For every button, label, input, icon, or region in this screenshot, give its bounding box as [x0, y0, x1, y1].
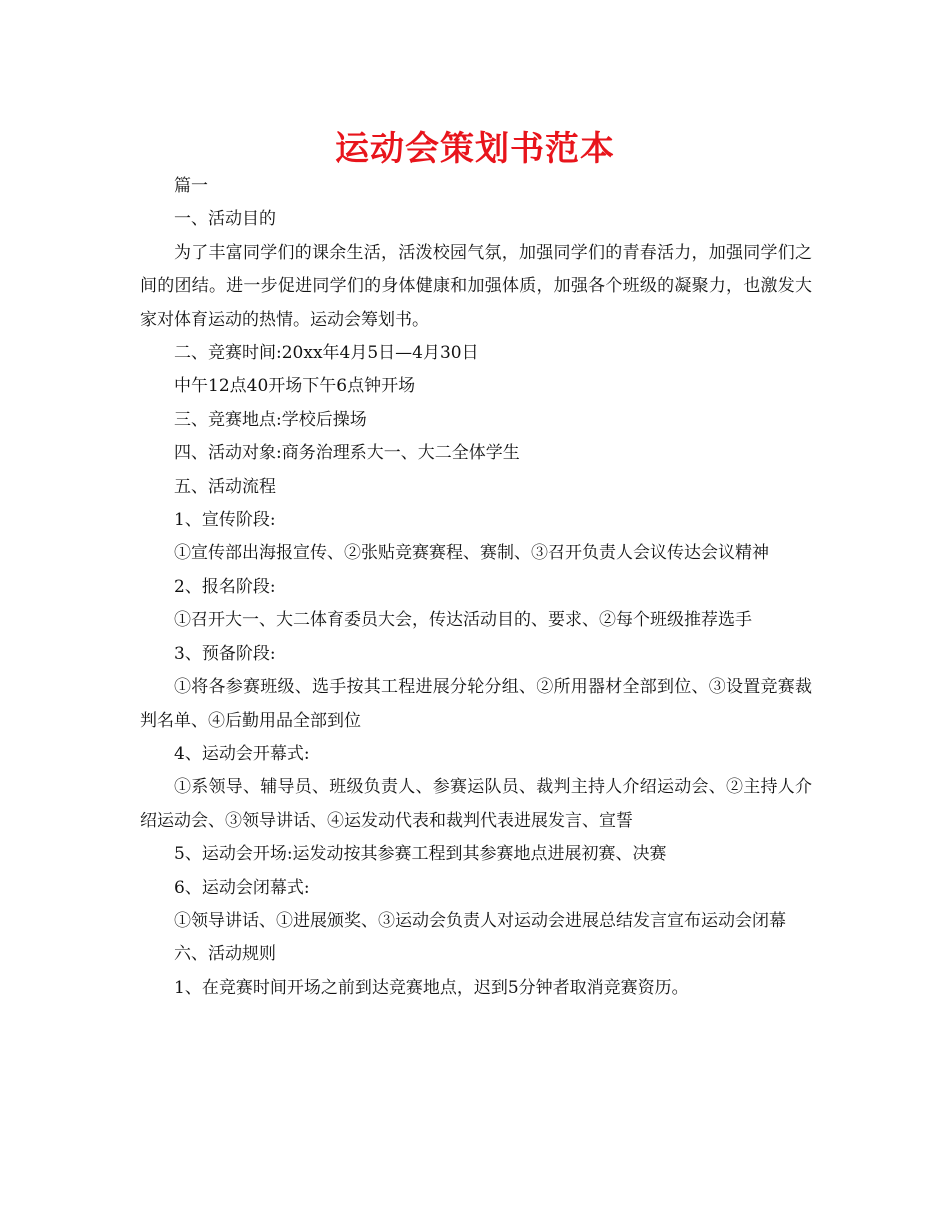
document-body: [140, 170, 812, 1005]
heading-opening-ceremony: 4、运动会开幕式:: [174, 743, 310, 764]
heading-activity-rules: 六、活动规则: [174, 944, 276, 965]
paragraph-activity-purpose: 为了丰富同学们的课余生活，活泼校园气氛，加强同学们的青春活力，加强同学们之间的团结。进一步促进同学们的身体健康和加强体质，加强各个班级的凝聚力，也激发大家对体育运动的热情。运动会筹划书。: [140, 242, 812, 330]
paragraph-registration-stage: ①召开大一、大二体育委员大会，传达活动目的、要求、②每个班级推荐选手: [174, 610, 752, 631]
heading-promotion-stage: 1、宣传阶段:: [174, 510, 276, 531]
paragraph-preparation-stage: ①将各参赛班级、选手按其工程进展分轮分组、②所用器材全部到位、③设置竞赛裁判名单、④后勤用品全部到位: [140, 677, 812, 731]
paragraph-competition-time: 二、竞赛时间:20xx年4月5日—4月30日: [174, 343, 479, 364]
paragraph-rule-1: 1、在竞赛时间开场之前到达竞赛地点，迟到5分钟者取消竞赛资历。: [174, 977, 689, 998]
document-title: 运动会策划书范本: [335, 129, 615, 169]
paragraph-competition-hours: 中午12点40开场下午6点钟开场: [174, 376, 416, 397]
heading-activity-process: 五、活动流程: [174, 476, 276, 497]
paragraph-opening-ceremony: ①系领导、辅导员、班级负责人、参赛运队员、裁判主持人介绍运动会、②主持人介绍运动会、③领导讲话、④运发动代表和裁判代表进展发言、宣誓: [140, 777, 812, 831]
heading-preparation-stage: 3、预备阶段:: [174, 643, 276, 664]
paragraph-games-start: 5、运动会开场:运发动按其参赛工程到其参赛地点进展初赛、决赛: [174, 844, 667, 865]
paragraph-promotion-stage: ①宣传部出海报宣传、②张贴竞赛赛程、赛制、③召开负责人会议传达会议精神: [174, 543, 769, 564]
heading-closing-ceremony: 6、运动会闭幕式:: [174, 877, 310, 898]
paragraph-closing-ceremony: ①领导讲话、①进展颁奖、③运动会负责人对运动会进展总结发言宣布运动会闭幕: [174, 910, 786, 931]
section-label: 篇一: [174, 176, 208, 196]
heading-activity-purpose: 一、活动目的: [174, 209, 276, 230]
heading-registration-stage: 2、报名阶段:: [174, 576, 276, 597]
paragraph-activity-target: 四、活动对象:商务治理系大一、大二全体学生: [174, 443, 520, 464]
paragraph-competition-venue: 三、竞赛地点:学校后操场: [174, 409, 367, 430]
